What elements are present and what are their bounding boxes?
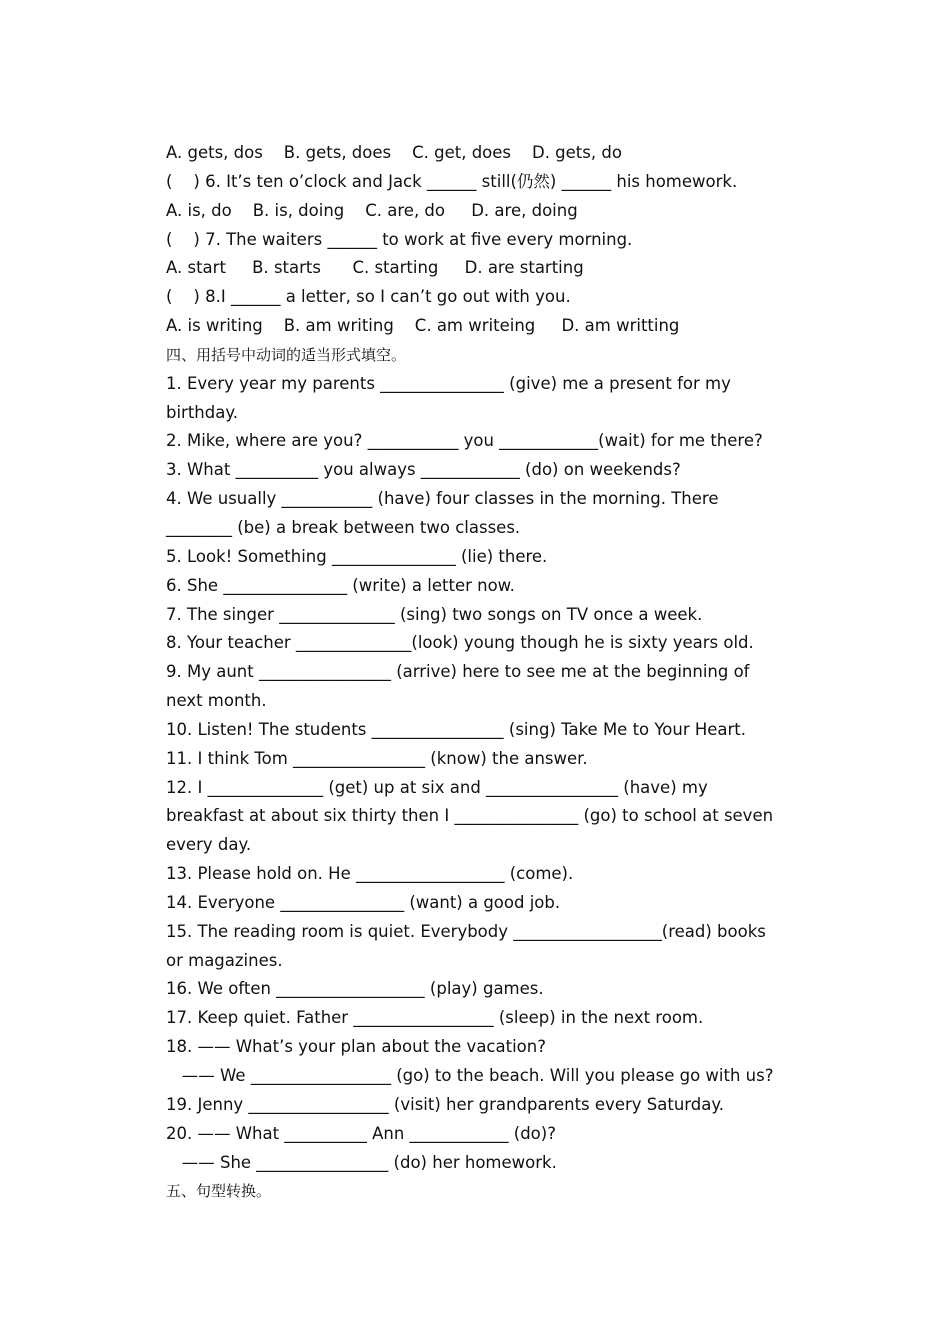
fill-item-20: 20. —— What __________ Ann ____________ (do)? — [166, 1123, 556, 1143]
fill-item-20-reply: —— She ________________ (do) her homework. — [166, 1152, 557, 1172]
answer-options-q6: A. is, do B. is, doing C. are, do D. are, doing — [166, 200, 578, 220]
fill-item-6: 6. She _______________ (write) a letter now. — [166, 575, 515, 595]
fill-item-9-cont: next month. — [166, 691, 267, 711]
fill-item-7: 7. The singer ______________ (sing) two songs on TV once a week. — [166, 604, 703, 624]
fill-item-13: 13. Please hold on. He __________________ (come). — [166, 864, 574, 884]
fill-item-16: 16. We often __________________ (play) games. — [166, 979, 544, 999]
fill-item-18-reply: —— We _________________ (go) to the beach. Will you please go with us? — [166, 1066, 774, 1085]
fill-item-1: 1. Every year my parents _______________ (give) me a present for my — [166, 373, 731, 393]
fill-item-18: 18. —— What’s your plan about the vacation? — [166, 1037, 546, 1057]
fill-item-17: 17. Keep quiet. Father _________________ (sleep) in the next room. — [166, 1008, 704, 1028]
fill-item-8: 8. Your teacher ______________(look) young though he is sixty years old. — [166, 633, 754, 653]
question-7: ( ) 7. The waiters ______ to work at five every morning. — [166, 229, 633, 249]
answer-options-q5: A. gets, dos B. gets, does C. get, does D. gets, do — [166, 143, 622, 162]
fill-item-14: 14. Everyone _______________ (want) a good job. — [166, 892, 561, 912]
fill-item-3: 3. What __________ you always ____________ (do) on weekends? — [166, 460, 681, 480]
fill-item-11: 11. I think Tom ________________ (know) the answer. — [166, 748, 588, 768]
fill-item-12-cont: breakfast at about six thirty then I _______________ (go) to school at seven — [166, 806, 774, 826]
fill-item-12: 12. I ______________ (get) up at six and ________________ (have) my — [166, 777, 708, 797]
section-4-heading: 四、用括号中动词的适当形式填空。 — [166, 345, 407, 364]
fill-item-19: 19. Jenny _________________ (visit) her grandparents every Saturday. — [166, 1094, 725, 1114]
worksheet-page — [166, 139, 806, 1206]
fill-item-12-cont2: every day. — [166, 835, 252, 855]
fill-item-4-cont: ________ (be) a break between two classes. — [166, 517, 521, 537]
fill-item-5: 5. Look! Something _______________ (lie) there. — [166, 546, 548, 566]
fill-item-15: 15. The reading room is quiet. Everybody __________________(read) books — [166, 921, 766, 941]
fill-item-15-cont: or magazines. — [166, 950, 283, 970]
fill-item-1-cont: birthday. — [166, 402, 239, 422]
fill-item-4: 4. We usually ___________ (have) four classes in the morning. There — [166, 489, 719, 509]
fill-item-9: 9. My aunt ________________ (arrive) here to see me at the beginning of — [166, 662, 750, 682]
question-6: ( ) 6. It’s ten o’clock and Jack ______ still(仍然) ______ his homework. — [166, 171, 738, 191]
answer-options-q7: A. start B. starts C. starting D. are starting — [166, 258, 584, 278]
question-8: ( ) 8.I ______ a letter, so I can’t go out with you. — [166, 287, 571, 307]
section-5-heading: 五、句型转换。 — [166, 1182, 272, 1201]
fill-item-2: 2. Mike, where are you? ___________ you ____________(wait) for me there? — [166, 431, 763, 451]
answer-options-q8: A. is writing B. am writing C. am writeing D. am writting — [166, 316, 680, 336]
fill-item-10: 10. Listen! The students ________________ (sing) Take Me to Your Heart. — [166, 719, 747, 739]
